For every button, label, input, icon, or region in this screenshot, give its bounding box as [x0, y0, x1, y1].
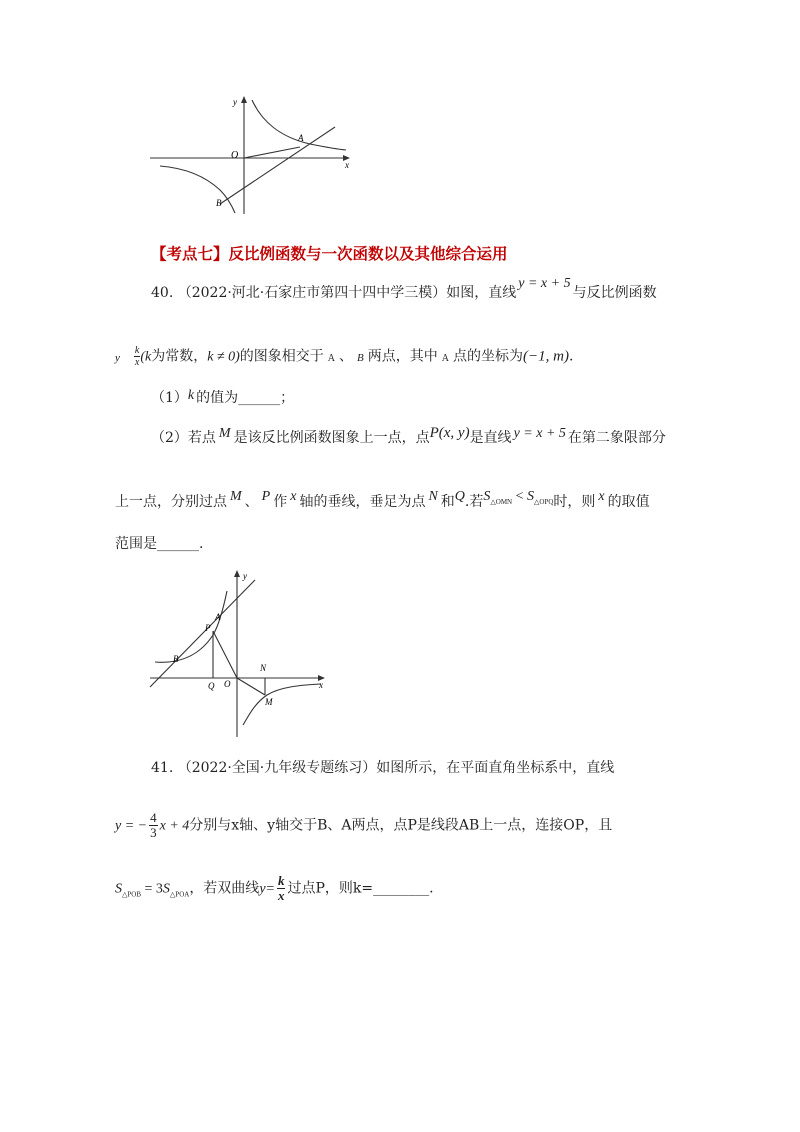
svg-text:B: B [173, 654, 179, 664]
figure-1-graph [140, 92, 365, 217]
q40-part-2-line-1: （2）若点 M 是该反比例函数图象上一点，点P(x, y)是直线 y = x + 5 在第二象限部分 [151, 425, 666, 446]
q40-part-1: （1）k 的值为______； [151, 388, 295, 406]
hyperbola-branch-q2 [155, 591, 227, 662]
section-title: 【考点七】反比例函数与一次函数以及其他综合运用 [151, 245, 508, 263]
svg-text:N: N [260, 663, 267, 673]
linear-function-line [220, 127, 335, 204]
label-x: x [345, 160, 349, 170]
label-o: O [231, 150, 239, 161]
svg-text:P: P [205, 623, 211, 633]
svg-text:y: y [243, 571, 247, 581]
line-y-x-plus-5 [150, 580, 255, 687]
hyperbola-branch-left [160, 166, 235, 213]
q40-part-2-line-3: 范围是______. [115, 536, 204, 552]
label-b: B [216, 198, 222, 208]
label-a: A [298, 133, 304, 143]
figure-2-graph [145, 565, 335, 740]
q41-line-1: 41. （2022·全国·九年级专题练习）如图所示，在平面直角坐标系中，直线 [151, 760, 615, 776]
q41-line-3: $S_{\triangle POB} = 3S_{\triangle POA}$，若双曲线y= $\frac{k}{x}$ 过点P，则k=________. [115, 873, 434, 903]
svg-text:A: A [215, 612, 221, 622]
q40-line-1: 40. （2022·河北·石家庄市第四十四中学三模）如图，直线y = x + 5与反比例函数 [151, 276, 657, 301]
q40-line-2: y $\frac{k}{x}$ (k为常数，k ≠ 0)的图象相交于 A 、 B 两点，其中 A 点的坐标为(−1, m). [115, 345, 574, 368]
q40-part-2-line-2: 上一点，分别过点 M 、 P 作 x 轴的垂线，垂足为点 N 和Q.若$S_{\triangle OMN} < S_{\triangle OPQ}$时，则 x 的取值 [115, 489, 650, 510]
svg-text:x: x [319, 680, 323, 690]
q41-line-2: y = − $\frac{4}{3}$ x + 4分别与x轴、y轴交于B、A两点，点P是线段AB上一点，连接OP，且 [115, 810, 613, 840]
svg-text:O: O [224, 679, 231, 689]
svg-text:Q: Q [208, 681, 215, 691]
hyperbola-branch-q4 [243, 684, 321, 725]
svg-text:M: M [265, 697, 273, 707]
label-y: y [233, 97, 237, 107]
